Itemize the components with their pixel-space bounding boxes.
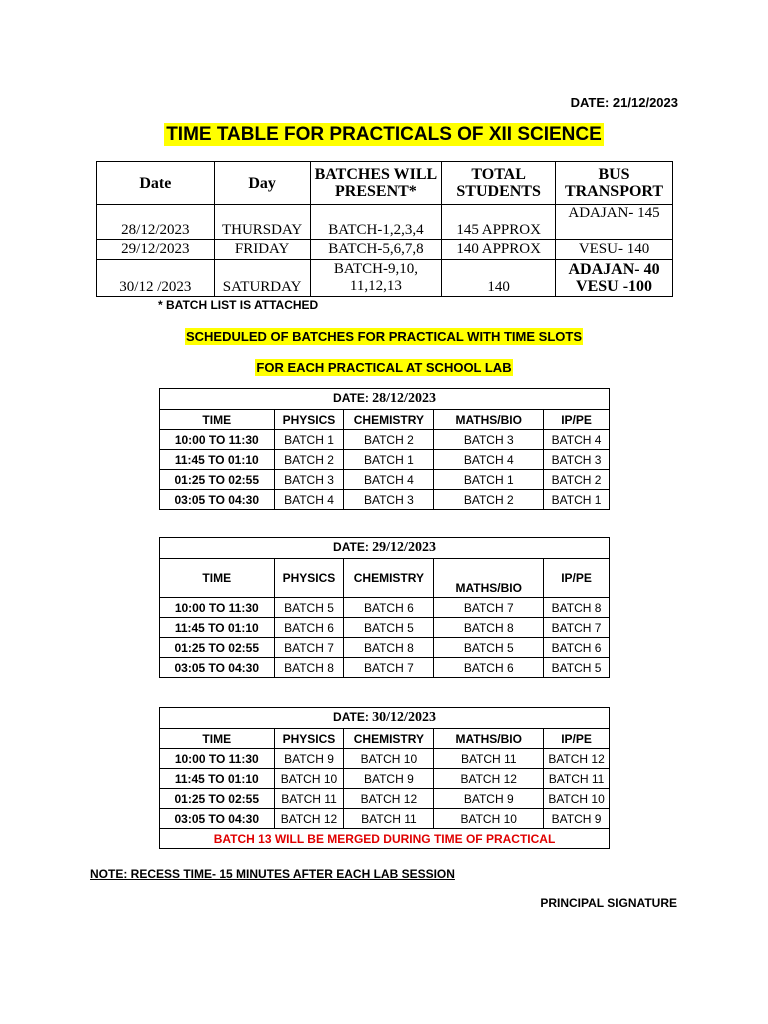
schedule-date-row — [160, 708, 610, 729]
schedule-heading-2-container — [0, 359, 768, 377]
col-maths-bio: MATHS/BIO — [434, 559, 544, 598]
table-row — [160, 769, 610, 789]
row-total: 140 APPROX — [442, 240, 556, 260]
cell: BATCH 8 — [544, 598, 610, 618]
cell: BATCH 2 — [274, 450, 344, 470]
cell: BATCH 9 — [274, 749, 344, 769]
table-row — [160, 598, 610, 618]
table-row — [97, 240, 673, 260]
cell: BATCH 7 — [344, 658, 434, 678]
cell: BATCH 1 — [344, 450, 434, 470]
col-physics: PHYSICS — [274, 559, 344, 598]
header-date: Date — [97, 162, 215, 205]
time-slot: 11:45 TO 01:10 — [160, 618, 275, 638]
date-value: 30/12/2023 — [372, 710, 436, 725]
cell: BATCH 3 — [274, 470, 344, 490]
schedule-header-row — [160, 410, 610, 430]
table-row — [160, 638, 610, 658]
col-maths-bio: MATHS/BIO — [434, 729, 544, 749]
recess-note: NOTE: RECESS TIME- 15 MINUTES AFTER EACH LAB SESSION — [90, 867, 455, 881]
col-chemistry: CHEMISTRY — [344, 729, 434, 749]
schedule-heading-1-container — [0, 328, 768, 346]
cell: BATCH 1 — [274, 430, 344, 450]
time-slot: 03:05 TO 04:30 — [160, 809, 275, 829]
cell: BATCH 9 — [544, 809, 610, 829]
cell: BATCH 6 — [344, 598, 434, 618]
time-slot: 10:00 TO 11:30 — [160, 598, 275, 618]
cell: BATCH 9 — [434, 789, 544, 809]
cell: BATCH 3 — [434, 430, 544, 450]
row-batches: BATCH-5,6,7,8 — [310, 240, 442, 260]
principal-signature: PRINCIPAL SIGNATURE — [540, 896, 677, 910]
col-chemistry: CHEMISTRY — [344, 559, 434, 598]
col-time: TIME — [160, 410, 275, 430]
cell: BATCH 6 — [274, 618, 344, 638]
cell: BATCH 6 — [434, 658, 544, 678]
schedule-date-row — [160, 538, 610, 559]
cell: BATCH 7 — [544, 618, 610, 638]
schedule-date-row — [160, 389, 610, 410]
table-row — [160, 749, 610, 769]
row-batches: BATCH-9,10, 11,12,13 — [310, 260, 442, 297]
row-bus: ADAJAN- 145 — [556, 205, 673, 240]
cell: BATCH 4 — [274, 490, 344, 510]
cell: BATCH 7 — [434, 598, 544, 618]
col-physics: PHYSICS — [274, 729, 344, 749]
cell: BATCH 10 — [274, 769, 344, 789]
main-header-row — [97, 162, 673, 205]
page-title: TIME TABLE FOR PRACTICALS OF XII SCIENCE — [166, 124, 602, 145]
col-ip-pe: IP/PE — [544, 559, 610, 598]
row-total: 140 — [442, 260, 556, 297]
cell: BATCH 12 — [434, 769, 544, 789]
cell: BATCH 1 — [544, 490, 610, 510]
main-timetable — [96, 161, 673, 297]
table-row — [160, 470, 610, 490]
cell: BATCH 4 — [344, 470, 434, 490]
schedule-header-row — [160, 729, 610, 749]
time-slot: 01:25 TO 02:55 — [160, 470, 275, 490]
date-value: 29/12/2023 — [372, 540, 436, 555]
header-total: TOTAL STUDENTS — [442, 162, 556, 205]
cell: BATCH 2 — [344, 430, 434, 450]
date-value: 28/12/2023 — [372, 391, 436, 406]
cell: BATCH 10 — [544, 789, 610, 809]
cell: BATCH 2 — [544, 470, 610, 490]
document-date: DATE: 21/12/2023 — [570, 95, 678, 110]
schedule-table-1 — [159, 388, 610, 510]
cell: BATCH 10 — [344, 749, 434, 769]
row-date: 28/12/2023 — [97, 205, 215, 240]
time-slot: 11:45 TO 01:10 — [160, 450, 275, 470]
cell: BATCH 5 — [344, 618, 434, 638]
cell: BATCH 5 — [274, 598, 344, 618]
header-day: Day — [214, 162, 310, 205]
schedule-table-3 — [159, 707, 610, 849]
row-batches: BATCH-1,2,3,4 — [310, 205, 442, 240]
merge-note-row — [160, 829, 610, 849]
time-slot: 10:00 TO 11:30 — [160, 430, 275, 450]
cell: BATCH 4 — [544, 430, 610, 450]
row-day: SATURDAY — [214, 260, 310, 297]
time-slot: 11:45 TO 01:10 — [160, 769, 275, 789]
row-bus: ADAJAN- 40 VESU -100 — [556, 260, 673, 297]
time-slot: 10:00 TO 11:30 — [160, 749, 275, 769]
col-chemistry: CHEMISTRY — [344, 410, 434, 430]
title-container — [0, 124, 768, 146]
date-label: DATE: — [333, 540, 369, 554]
cell: BATCH 11 — [344, 809, 434, 829]
table-row — [97, 260, 673, 297]
table-row — [160, 809, 610, 829]
schedule-heading-2: FOR EACH PRACTICAL AT SCHOOL LAB — [256, 360, 512, 375]
cell: BATCH 11 — [544, 769, 610, 789]
header-batches: BATCHES WILL PRESENT* — [310, 162, 442, 205]
table-row — [160, 658, 610, 678]
cell: BATCH 12 — [274, 809, 344, 829]
date-label: DATE: — [333, 710, 369, 724]
merge-note: BATCH 13 WILL BE MERGED DURING TIME OF PRACTICAL — [160, 829, 610, 849]
row-date: 30/12 /2023 — [97, 260, 215, 297]
cell: BATCH 11 — [434, 749, 544, 769]
cell: BATCH 3 — [544, 450, 610, 470]
table-row — [160, 490, 610, 510]
row-day: FRIDAY — [214, 240, 310, 260]
col-time: TIME — [160, 559, 275, 598]
cell: BATCH 9 — [344, 769, 434, 789]
cell: BATCH 5 — [434, 638, 544, 658]
table-row — [160, 789, 610, 809]
row-date: 29/12/2023 — [97, 240, 215, 260]
col-time: TIME — [160, 729, 275, 749]
batch-list-note: * BATCH LIST IS ATTACHED — [158, 298, 319, 312]
cell: BATCH 4 — [434, 450, 544, 470]
schedule-table-2 — [159, 537, 610, 678]
cell: BATCH 3 — [344, 490, 434, 510]
time-slot: 01:25 TO 02:55 — [160, 638, 275, 658]
cell: BATCH 12 — [344, 789, 434, 809]
time-slot: 01:25 TO 02:55 — [160, 789, 275, 809]
cell: BATCH 11 — [274, 789, 344, 809]
cell: BATCH 5 — [544, 658, 610, 678]
table-row — [160, 430, 610, 450]
cell: BATCH 2 — [434, 490, 544, 510]
cell: BATCH 8 — [434, 618, 544, 638]
date-label: DATE: — [333, 391, 369, 405]
cell: BATCH 7 — [274, 638, 344, 658]
table-row — [160, 450, 610, 470]
col-ip-pe: IP/PE — [544, 410, 610, 430]
cell: BATCH 10 — [434, 809, 544, 829]
cell: BATCH 8 — [274, 658, 344, 678]
time-slot: 03:05 TO 04:30 — [160, 658, 275, 678]
col-ip-pe: IP/PE — [544, 729, 610, 749]
row-day: THURSDAY — [214, 205, 310, 240]
row-bus: VESU- 140 — [556, 240, 673, 260]
time-slot: 03:05 TO 04:30 — [160, 490, 275, 510]
table-row — [160, 618, 610, 638]
schedule-header-row — [160, 559, 610, 598]
col-maths-bio: MATHS/BIO — [434, 410, 544, 430]
header-bus: BUS TRANSPORT — [556, 162, 673, 205]
col-physics: PHYSICS — [274, 410, 344, 430]
row-total: 145 APPROX — [442, 205, 556, 240]
schedule-heading-1: SCHEDULED OF BATCHES FOR PRACTICAL WITH TIME SLOTS — [185, 329, 582, 344]
cell: BATCH 1 — [434, 470, 544, 490]
cell: BATCH 8 — [344, 638, 434, 658]
table-row — [97, 205, 673, 240]
cell: BATCH 6 — [544, 638, 610, 658]
cell: BATCH 12 — [544, 749, 610, 769]
